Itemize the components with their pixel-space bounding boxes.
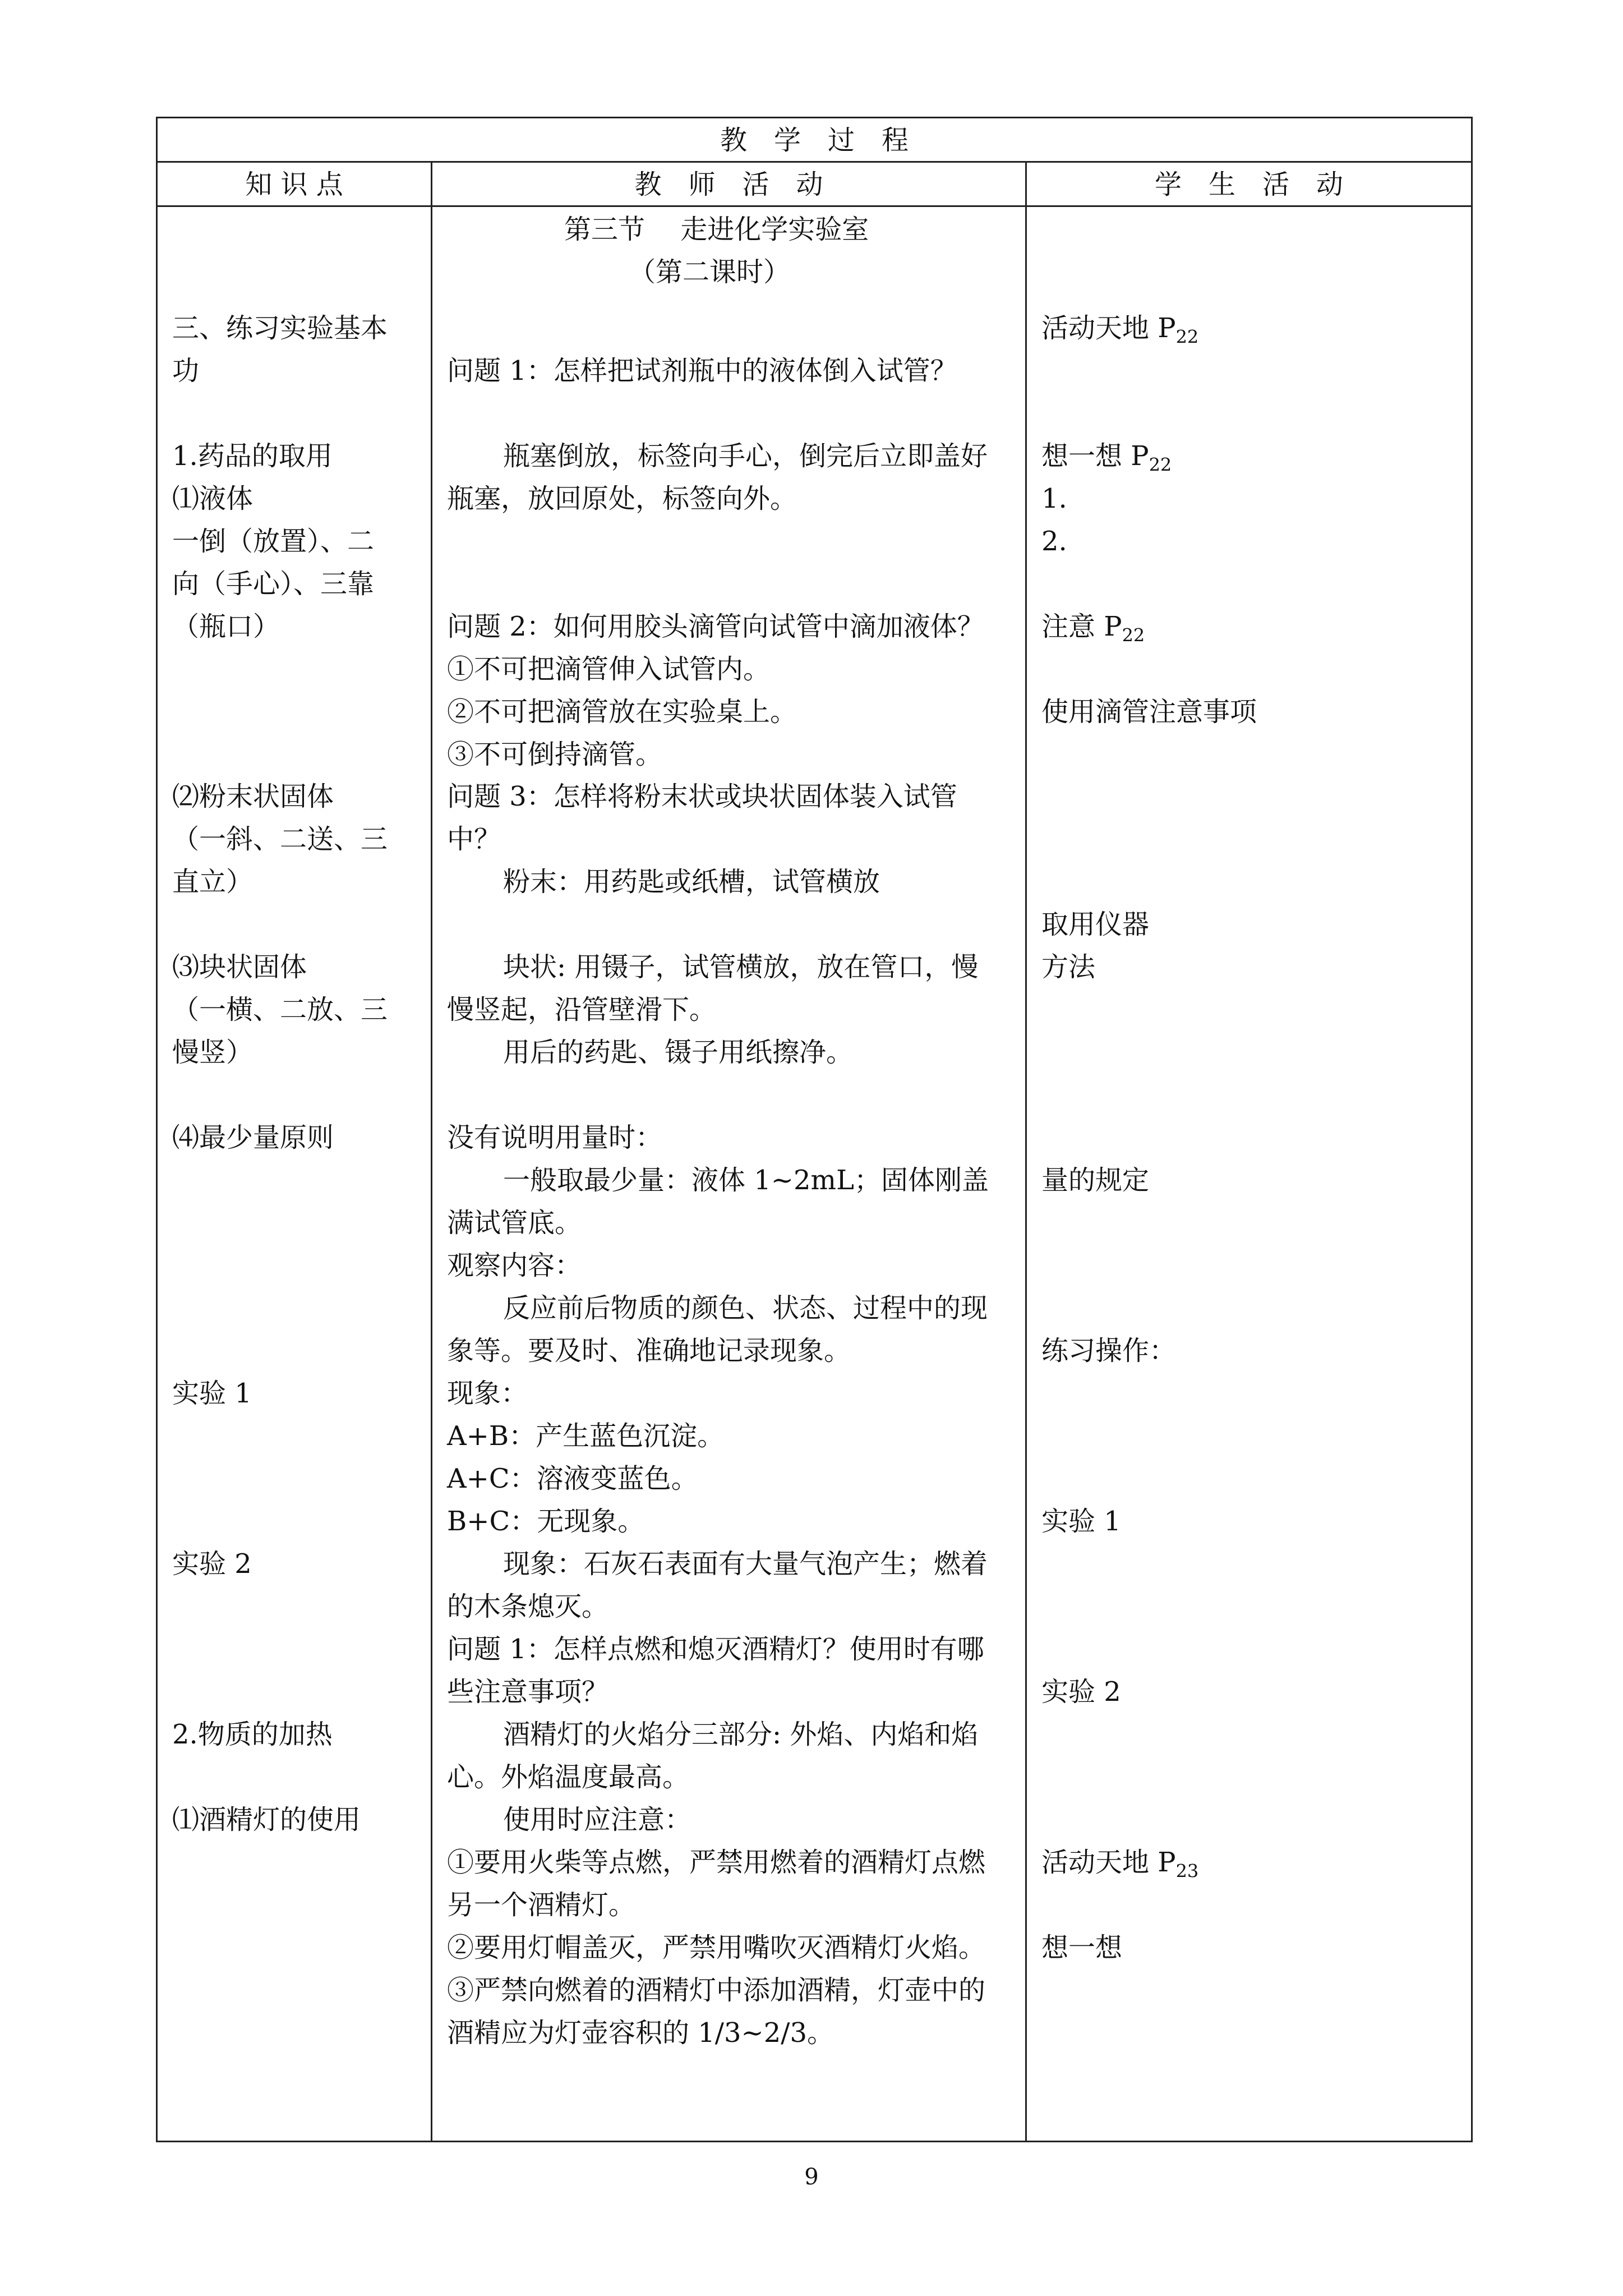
teacher-line: 酒精应为灯壶容积的 1/3~2/3。	[447, 2017, 834, 2049]
student-line: 实验 2	[1041, 1676, 1121, 1708]
knowledge-line: 实验 1	[172, 1378, 252, 1409]
teacher-line: 问题 3：怎样将粉末状或块状固体装入试管	[447, 781, 957, 812]
teacher-line: 问题 1：怎样点燃和熄灭酒精灯？使用时有哪	[447, 1634, 984, 1665]
teacher-column	[432, 206, 1026, 2142]
teacher-line: 使用时应注意：	[503, 1804, 692, 1835]
student-line: 想一想 $P_{22}$	[1041, 440, 1172, 476]
knowledge-line: 三、练习实验基本	[172, 312, 388, 344]
teacher-line: 粉末：用药匙或纸槽，试管横放	[503, 866, 880, 898]
column-header-row	[157, 162, 1472, 206]
teacher-line: 问题 2：如何用胶头滴管向试管中滴加液体？	[447, 611, 984, 642]
teacher-line: 瓶塞倒放，标签向手心，倒完后立即盖好	[503, 440, 988, 472]
knowledge-line: 一倒（放置）、二	[172, 526, 375, 557]
teacher-line: B+C：无现象。	[447, 1506, 645, 1537]
teacher-line: ②不可把滴管放在实验桌上。	[447, 696, 797, 728]
teacher-line: ①要用火柴等点燃，严禁用燃着的酒精灯点燃	[447, 1847, 986, 1878]
teacher-line: 反应前后物质的颜色、状态、过程中的现	[503, 1292, 988, 1324]
knowledge-line: ⑵粉末状固体	[172, 781, 334, 812]
teacher-line: 现象：石灰石表面有大量气泡产生；燃着	[503, 1548, 988, 1580]
teacher-line: ②要用灯帽盖灭，严禁用嘴吹灭酒精灯火焰。	[447, 1932, 986, 1963]
knowledge-line: （瓶口）	[172, 611, 280, 642]
knowledge-line: 2.物质的加热	[172, 1719, 333, 1750]
teacher-line: 瓶塞，放回原处，标签向外。	[447, 483, 797, 514]
knowledge-line: 实验 2	[172, 1548, 252, 1580]
table-body-row	[157, 206, 1472, 2142]
student-line: 活动天地 $P_{22}$	[1041, 312, 1199, 348]
teacher-line: 观察内容：	[447, 1250, 582, 1281]
teacher-line: 一般取最少量：液体 1~2mL；固体刚盖	[503, 1165, 989, 1196]
teacher-line: 现象：	[447, 1378, 528, 1409]
teacher-line: ①不可把滴管伸入试管内。	[447, 654, 771, 685]
knowledge-line: ⑴酒精灯的使用	[172, 1804, 361, 1835]
teacher-line: 些注意事项？	[447, 1676, 609, 1708]
section-title: 第三节 走进化学实验室	[564, 214, 869, 245]
knowledge-line: 向（手心）、三靠	[172, 568, 375, 600]
knowledge-line: 1.药品的取用	[172, 440, 333, 472]
page-number: 9	[804, 2164, 819, 2190]
student-line: 方法	[1041, 951, 1096, 983]
lesson-period: （第二课时）	[629, 256, 791, 288]
teacher-line: 问题 1：怎样把试剂瓶中的液体倒入试管？	[447, 355, 957, 386]
teacher-line: 中？	[447, 823, 501, 855]
lesson-plan-table	[156, 117, 1473, 2142]
col-header-student: 学 生 活 动	[1026, 162, 1472, 206]
teacher-line: ③严禁向燃着的酒精灯中添加酒精，灯壶中的	[447, 1975, 986, 2006]
knowledge-line: ⑴液体	[172, 483, 253, 514]
student-line: 练习操作：	[1041, 1335, 1177, 1366]
student-line: 2.	[1041, 526, 1067, 557]
teacher-line: 慢竖起，沿管壁滑下。	[447, 994, 717, 1025]
teacher-line: A+B：产生蓝色沉淀。	[447, 1420, 725, 1452]
student-line: 活动天地 $P_{23}$	[1041, 1847, 1199, 1882]
teacher-line: 没有说明用量时：	[447, 1122, 663, 1153]
knowledge-line: 功	[172, 355, 200, 386]
col-header-knowledge: 知 识 点	[157, 162, 432, 206]
table-title-row	[157, 118, 1472, 162]
knowledge-column	[157, 206, 432, 2142]
teacher-line: 心。外焰温度最高。	[447, 1761, 690, 1793]
teacher-line: 酒精灯的火焰分三部分: 外焰、内焰和焰	[503, 1719, 979, 1750]
col-header-teacher: 教 师 活 动	[432, 162, 1026, 206]
student-line: 量的规定	[1041, 1165, 1150, 1196]
student-column	[1026, 206, 1472, 2142]
knowledge-line: ⑷最少量原则	[172, 1122, 334, 1153]
student-line: 取用仪器	[1041, 909, 1150, 940]
knowledge-line: 慢竖）	[172, 1037, 253, 1068]
table-title: 教 学 过 程	[157, 118, 1472, 162]
teacher-line: 满试管底。	[447, 1207, 582, 1239]
teacher-line: 用后的药匙、镊子用纸擦净。	[503, 1037, 854, 1068]
student-line: 使用滴管注意事项	[1041, 696, 1257, 728]
knowledge-line: ⑶块状固体	[172, 951, 307, 983]
teacher-line: 另一个酒精灯。	[447, 1889, 636, 1921]
knowledge-line: 直立）	[172, 866, 253, 898]
teacher-line: 象等。要及时、准确地记录现象。	[447, 1335, 851, 1366]
teacher-line: A+C：溶液变蓝色。	[447, 1463, 698, 1494]
teacher-line: ③不可倒持滴管。	[447, 739, 663, 770]
knowledge-line: （一横、二放、三	[172, 994, 388, 1025]
teacher-line: 块状: 用镊子，试管横放，放在管口，慢	[503, 951, 979, 983]
student-line: 实验 1	[1041, 1506, 1121, 1537]
student-line: 注意 $P_{22}$	[1041, 611, 1145, 646]
student-line: 想一想	[1041, 1932, 1123, 1963]
student-line: 1.	[1041, 483, 1067, 514]
teacher-line: 的木条熄灭。	[447, 1591, 609, 1622]
knowledge-line: （一斜、二送、三	[172, 823, 388, 855]
